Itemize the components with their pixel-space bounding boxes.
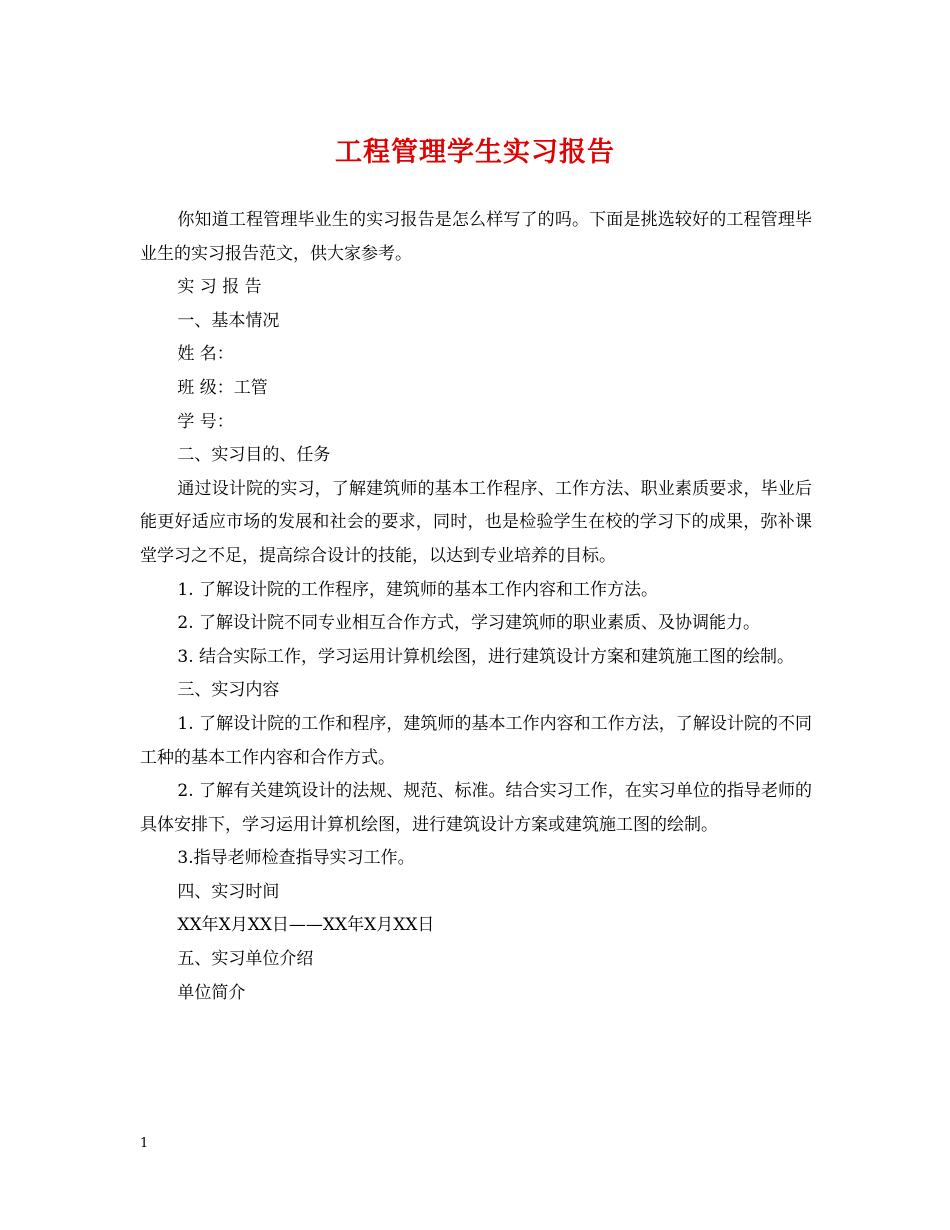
- document-body: [140, 204, 812, 1010]
- paragraph: 姓 名：: [177, 344, 234, 365]
- paragraph: XX年X月XX日——XX年X月XX日: [177, 915, 435, 936]
- paragraph: 二、实习目的、任务: [177, 445, 331, 466]
- paragraph: 2. 了解有关建筑设计的法规、规范、标准。结合实习工作，在实习单位的指导老师的具体安排下，学习运用计算机绘图，进行建筑设计方案或建筑施工图的绘制。: [140, 781, 812, 835]
- paragraph: 一、基本情况: [177, 310, 280, 331]
- paragraph: 单位简介: [177, 982, 246, 1003]
- paragraph: 四、实习时间: [177, 881, 280, 902]
- paragraph: 3.指导老师检查指导实习工作。: [177, 848, 415, 869]
- paragraph: 学 号：: [177, 411, 234, 432]
- paragraph: 1. 了解设计院的工作程序，建筑师的基本工作内容和工作方法。: [177, 579, 659, 600]
- paragraph: 通过设计院的实习，了解建筑师的基本工作程序、工作方法、职业素质要求，毕业后能更好适应市场的发展和社会的要求，同时，也是检验学生在校的学习下的成果，弥补课堂学习之不足，提高综合设计的技能，以达到专业培养的目标。: [140, 478, 812, 566]
- paragraph: 2. 了解设计院不同专业相互合作方式，学习建筑师的职业素质、及协调能力。: [177, 613, 761, 634]
- paragraph: 你知道工程管理毕业生的实习报告是怎么样写了的吗。下面是挑选较好的工程管理毕业生的实习报告范文，供大家参考。: [140, 210, 812, 264]
- document-title: 工程管理学生实习报告: [335, 137, 615, 168]
- paragraph: 三、实习内容: [177, 680, 280, 701]
- page-number: 1: [140, 1136, 149, 1151]
- paragraph: 五、实习单位介绍: [177, 949, 314, 970]
- paragraph: 班 级：工管: [177, 377, 268, 398]
- paragraph: 实 习 报 告: [177, 277, 262, 298]
- paragraph: 1. 了解设计院的工作和程序，建筑师的基本工作内容和工作方法，了解设计院的不同工种的基本工作内容和合作方式。: [140, 713, 812, 768]
- paragraph: 3. 结合实际工作，学习运用计算机绘图，进行建筑设计方案和建筑施工图的绘制。: [177, 646, 795, 667]
